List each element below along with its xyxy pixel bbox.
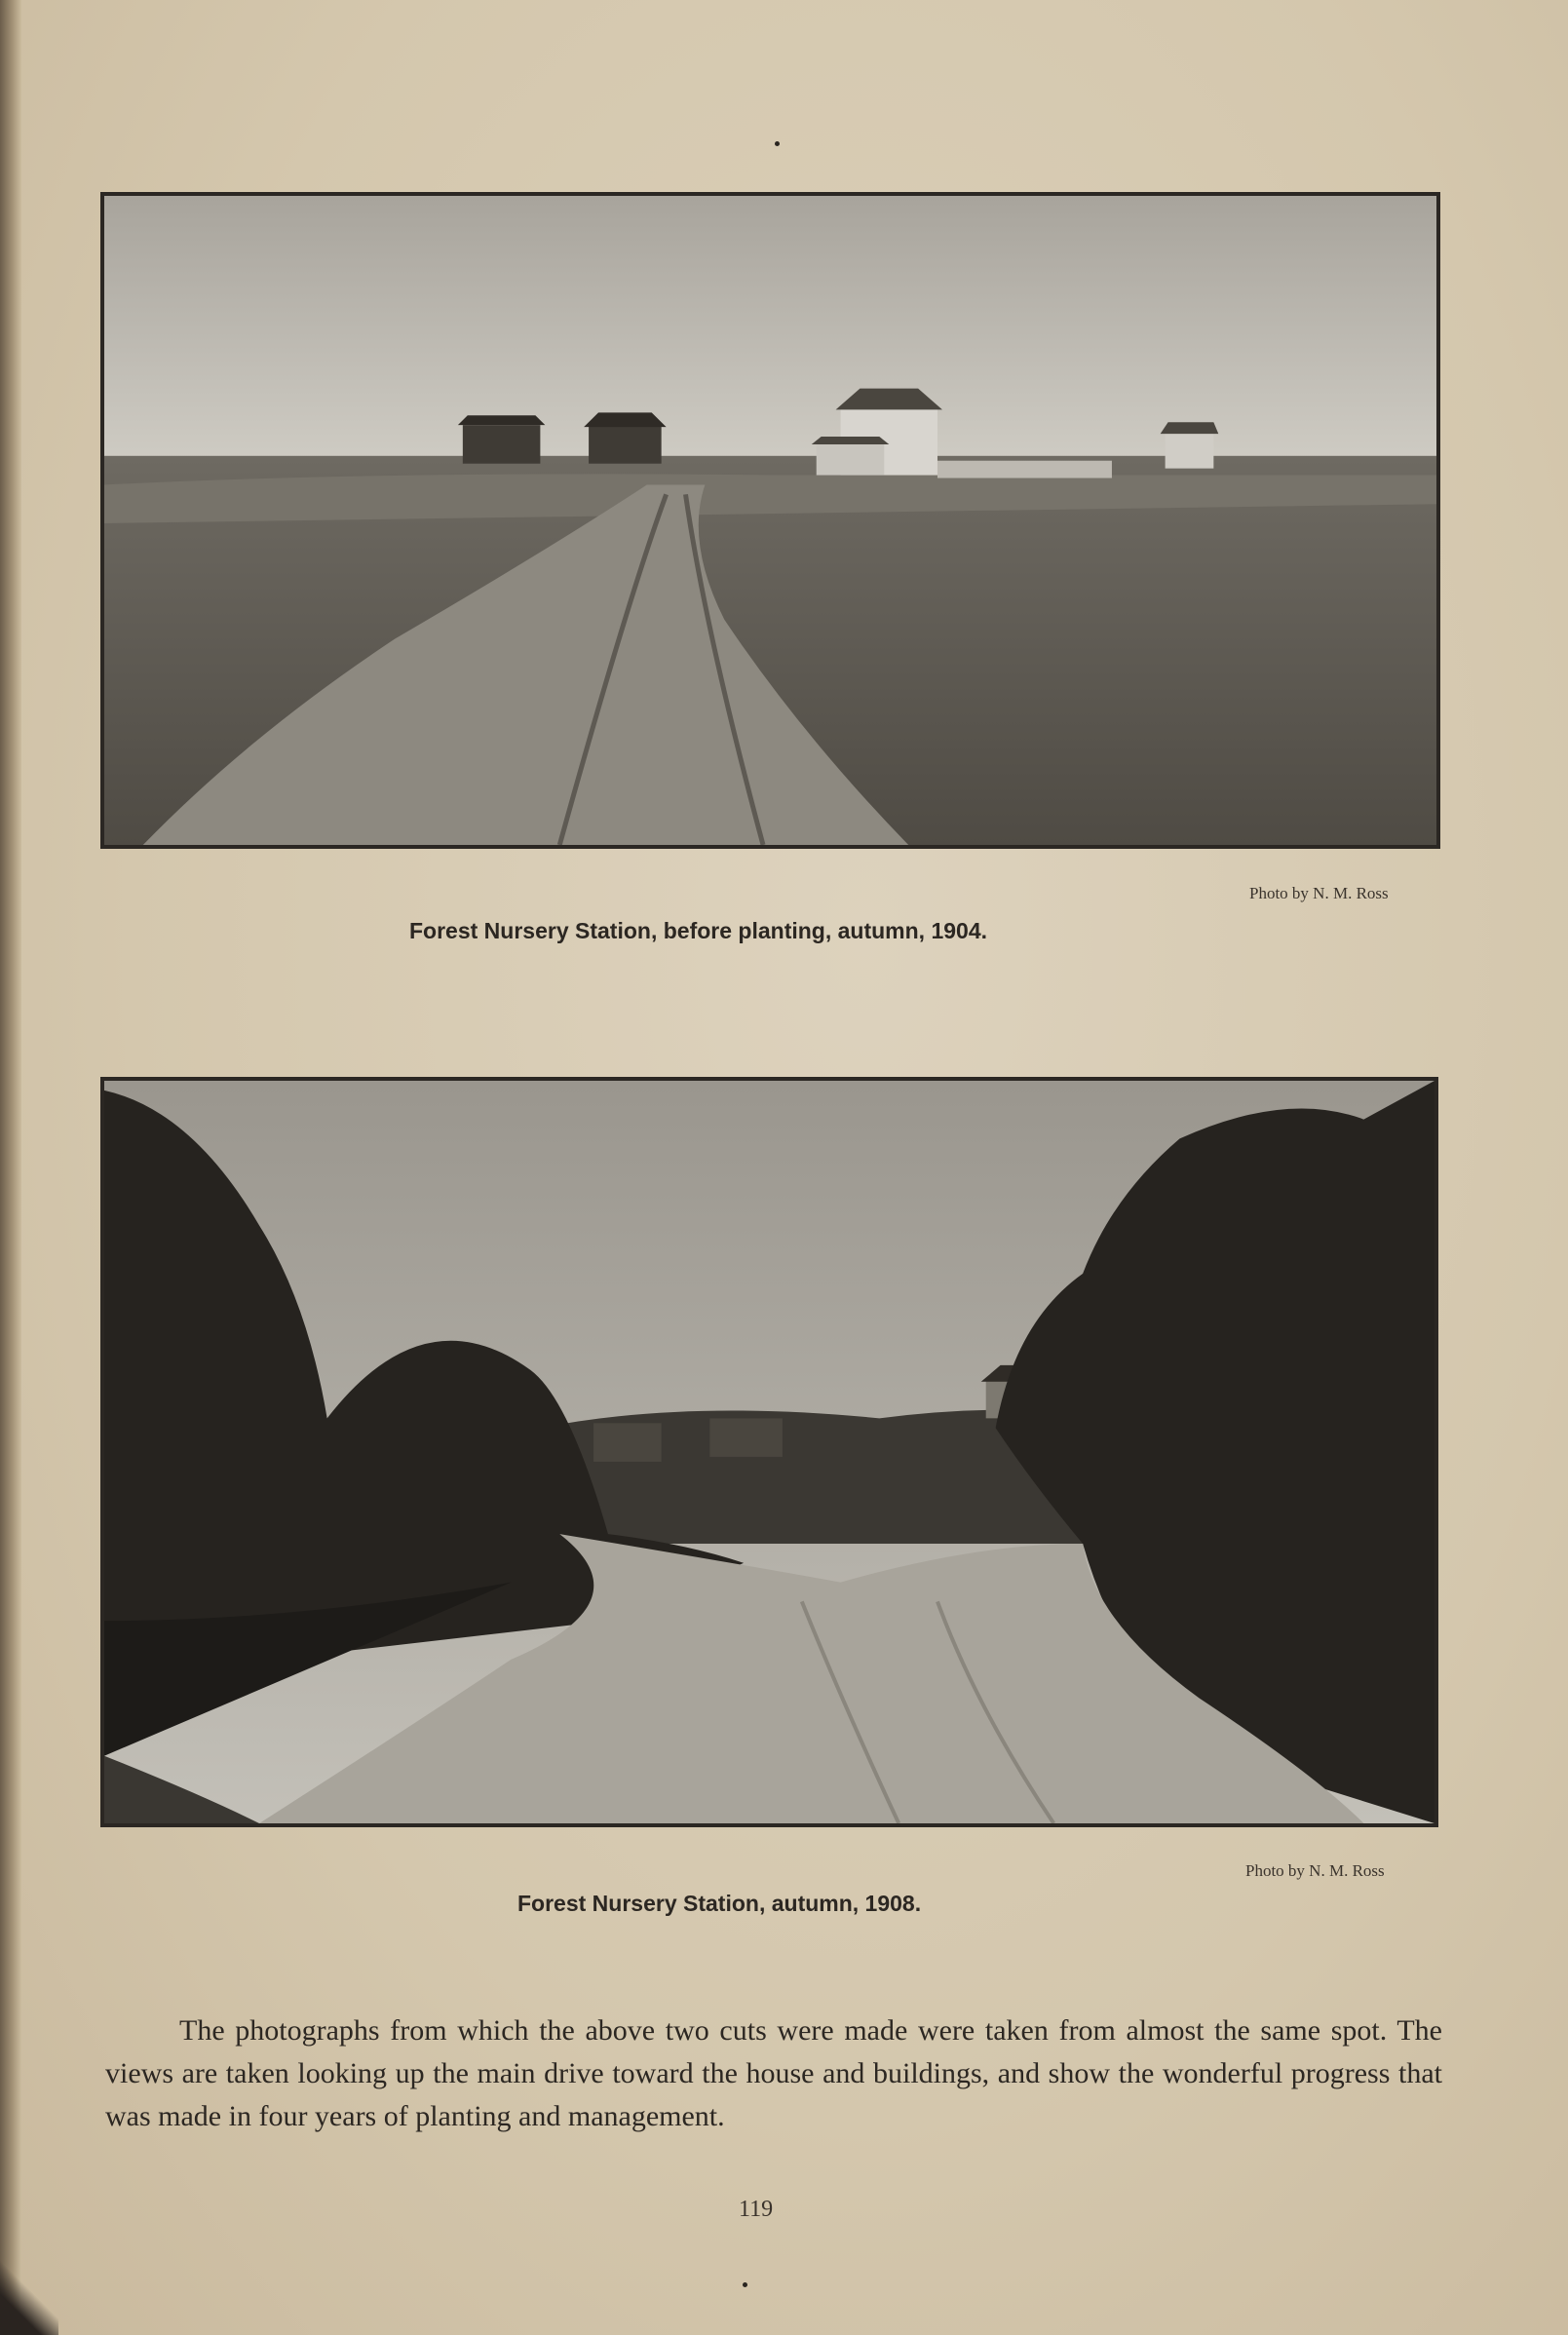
- figure-caption: Forest Nursery Station, before planting, autumn, 1904.: [409, 918, 988, 943]
- photo-credit: Photo by N. M. Ross: [1245, 1861, 1385, 1880]
- print-speck: [743, 2282, 747, 2287]
- page-number: 119: [739, 2197, 774, 2222]
- book-spine-shadow: [0, 0, 21, 2335]
- photo-credit: Photo by N. M. Ross: [1249, 884, 1389, 902]
- photo-before-planting: [100, 192, 1440, 849]
- figure-caption: Forest Nursery Station, autumn, 1908.: [517, 1891, 922, 1916]
- photo-open-field-road-icon: [104, 196, 1436, 845]
- body-paragraph-block: [105, 2010, 1442, 2138]
- photo-tree-lined-road-icon: [104, 1081, 1434, 1823]
- page-corner-shadow: [0, 2257, 58, 2335]
- body-paragraph: The photographs from which the above two cuts were made were taken from almost the same spot. The views are taken looking up the main drive toward the house and buildings, and show the wonderful progress that was made in four years of planting and management.: [105, 2014, 1442, 2132]
- print-speck: [775, 141, 780, 146]
- photo-after-planting: [100, 1077, 1438, 1827]
